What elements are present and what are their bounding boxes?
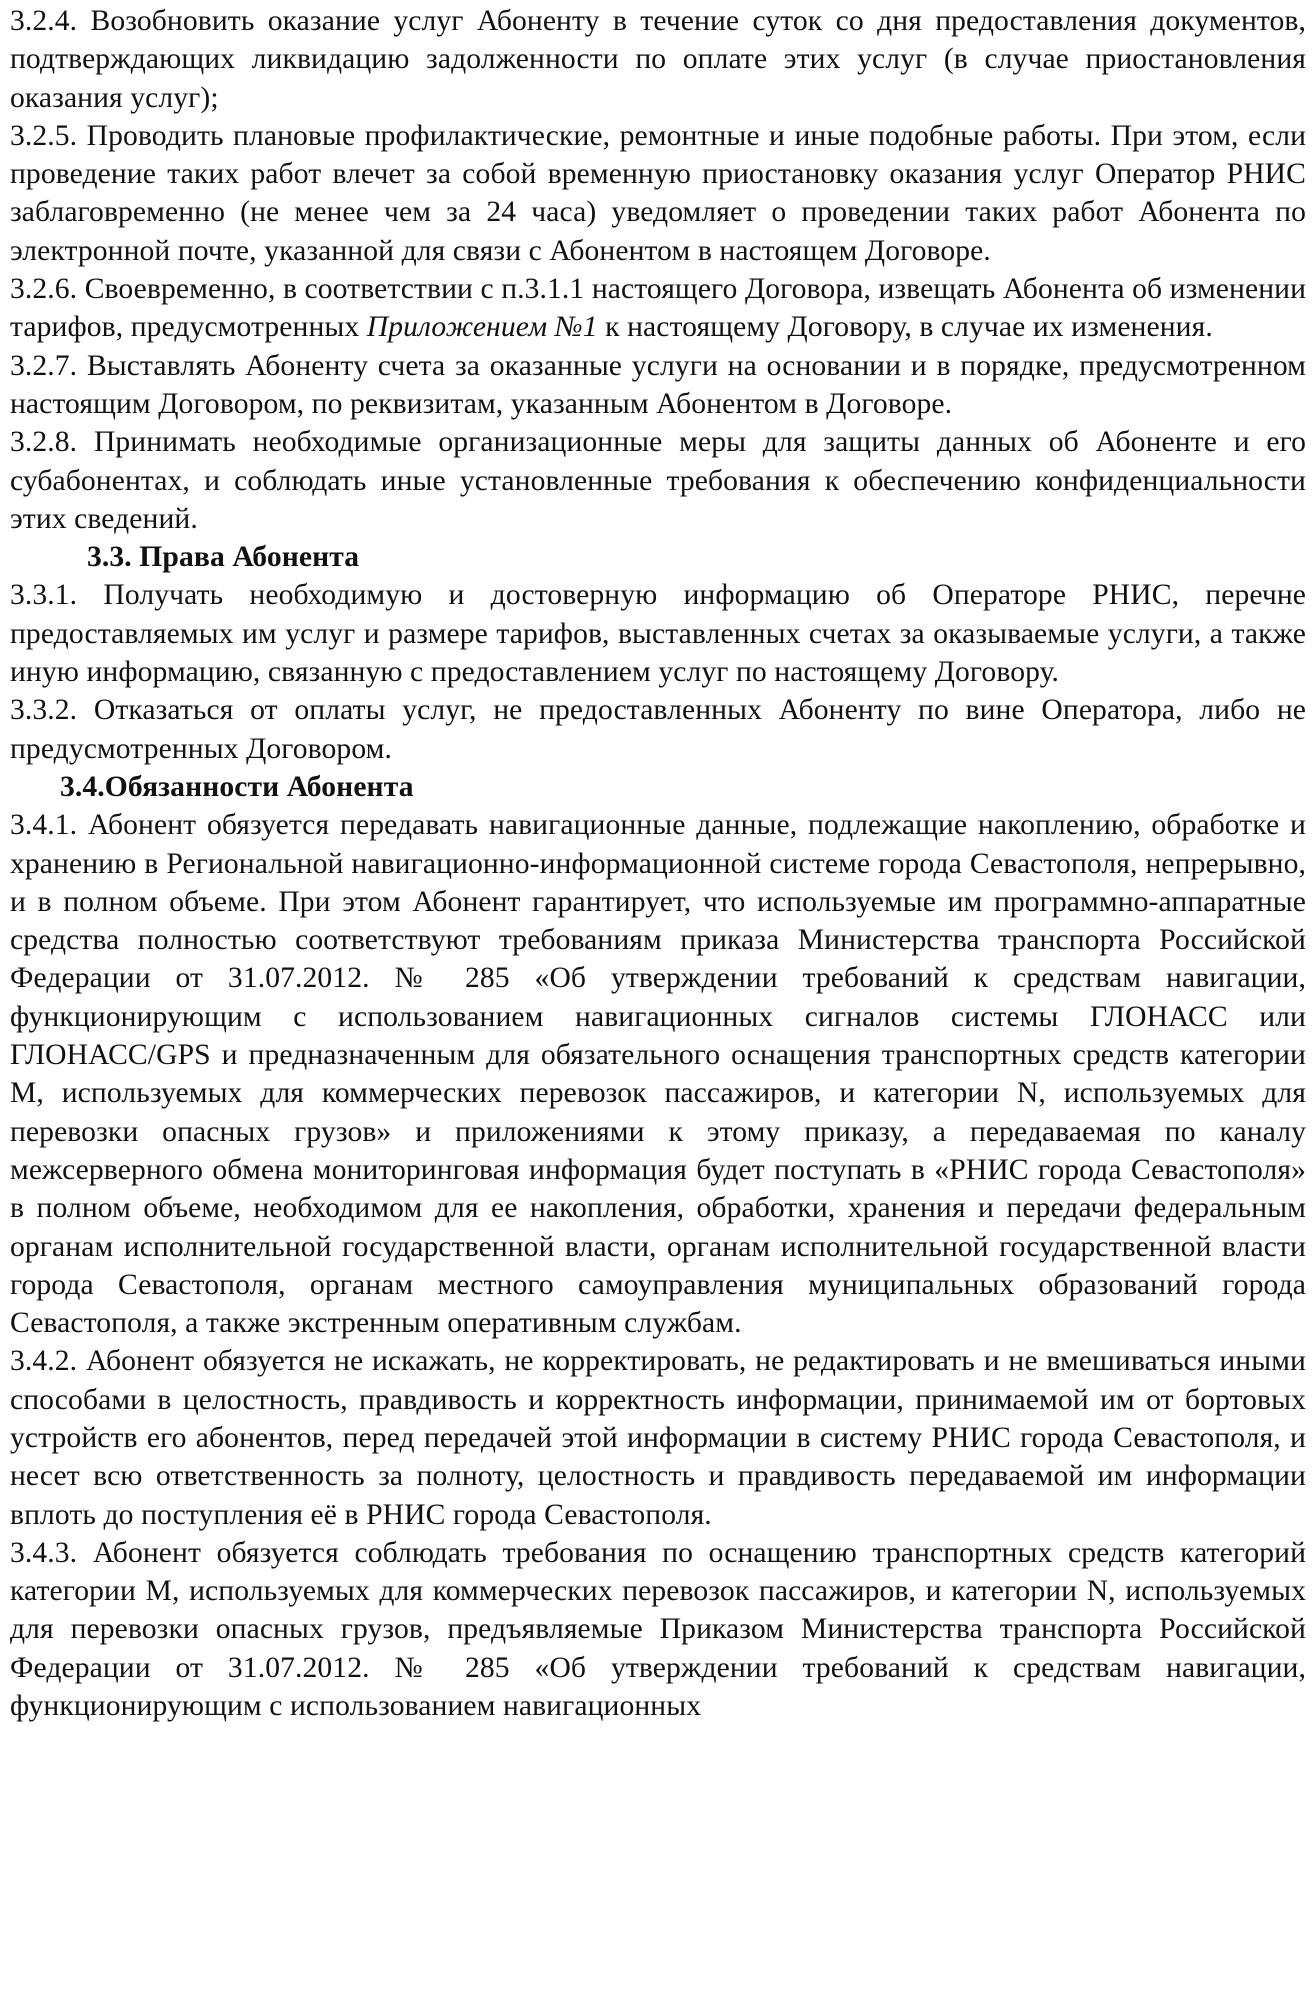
- clause-number: 3.4.3.: [10, 1536, 78, 1569]
- appendix-reference: Приложением №1: [366, 311, 598, 344]
- clause-text: Абонент обязуется не искажать, не корректировать, не редактировать и не вмешиваться иными способами в целостность, правдивость и корректность информации, принимаемой им от бортовых устройств его абонентов, перед передачей этой информации в систему РНИС города Севастополя, и несет всю ответственность за полноту, целостность и правдивость передаваемой им информации вплоть до поступления её в РНИС города Севастополя.: [10, 1345, 1306, 1531]
- clause-number: 3.3.2.: [10, 694, 78, 727]
- clause-text-continued: к настоящему Договору, в случае их изменения.: [605, 311, 1213, 344]
- clause-number: 3.2.4.: [10, 5, 78, 37]
- clause-text: Абонент обязуется передавать навигационные данные, подлежащие накоплению, обработке и хранению в Региональной навигационно-информационной системе города Севастополя, непрерывно, и в полном объеме. При этом Абонент гарантирует, что используемые им программно-аппаратные средства полностью соответствуют требованиям приказа Министерства транспорта Российской Федерации от 31.07.2012. № 285 «Об утверждении требований к средствам навигации, функционирующим с использованием навигационных сигналов системы ГЛОНАСС или ГЛОНАСС/GPS и предназначенным для обязательного оснащения транспортных средств категории М, используемых для коммерческих перевозок пассажиров, и категории N, используемых для перевозки опасных грузов» и приложениями к этому приказу, а передаваемая по каналу межсерверного обмена мониторинговая информация будет поступать в «РНИС города Севастополя» в полном объеме, необходимом для ее накопления, обработки, хранения и передачи федеральным органам исполнительной государственной власти, органам исполнительной государственной власти города Севастополя, органам местного самоуправления муниципальных образований города Севастополя, а также экстренным оперативным службам.: [10, 809, 1306, 1340]
- clause-number: 3.2.7.: [10, 349, 78, 382]
- clause-3-4-3: [10, 1534, 1306, 1725]
- clause-number: 3.4.2.: [10, 1345, 78, 1378]
- clause-text: Возобновить оказание услуг Абоненту в течение суток со дня предоставления документов, подтверждающих ликвидацию задолженности по оплате этих услуг (в случае приостановления оказания услуг);: [10, 5, 1306, 114]
- clause-text: Выставлять Абоненту счета за оказанные услуги на основании и в порядке, предусмотренном настоящим Договором, по реквизитам, указанным Абонентом в Договоре.: [10, 349, 1306, 420]
- clause-3-2-5: [10, 117, 1306, 270]
- clause-3-4-2: [10, 1342, 1306, 1533]
- clause-3-4-1: [10, 806, 1306, 1342]
- clause-text: Проводить плановые профилактические, ремонтные и иные подобные работы. При этом, если проведение таких работ влечет за собой временную приостановку оказания услуг Оператор РНИС заблаговременно (не менее чем за 24 часа) уведомляет о проведении таких работ Абонента по электронной почте, указанной для связи с Абонентом в настоящем Договоре.: [10, 119, 1307, 267]
- clause-3-2-7: [10, 347, 1306, 424]
- clause-number: 3.2.5.: [10, 119, 78, 152]
- clause-3-3-1: [10, 576, 1306, 691]
- clause-number: 3.4.1.: [10, 809, 78, 842]
- clause-text: Абонент обязуется соблюдать требования по оснащению транспортных средств категорий категории М, используемых для коммерческих перевозок пассажиров, и категории N, используемых для перевозки опасных грузов, предъявляемые Приказом Министерства транспорта Российской Федерации от 31.07.2012. № 285 «Об утверждении требований к средствам навигации, функционирующим с использованием навигационных: [10, 1536, 1307, 1723]
- clause-number: 3.3.1.: [10, 579, 78, 612]
- section-heading-3-4: 3.4.Обязанности Абонента: [60, 770, 414, 803]
- section-heading-3-3: 3.3. Права Абонента: [87, 541, 360, 574]
- clause-3-2-8: [10, 423, 1306, 538]
- clause-3-3-2: [10, 691, 1306, 768]
- clause-number: 3.2.6.: [10, 273, 78, 306]
- clause-text: Принимать необходимые организационные меры для защиты данных об Абоненте и его субабонентах, и соблюдать иные установленные требования к обеспечению конфиденциальности этих сведений.: [10, 426, 1306, 535]
- clause-text: Получать необходимую и достоверную информацию об Операторе РНИС, перечне предоставляемых им услуг и размере тарифов, выставленных счетах за оказываемые услуги, а также иную информацию, связанную с предоставлением услуг по настоящему Договору.: [10, 579, 1306, 689]
- clause-3-2-4: [10, 2, 1306, 117]
- clause-text: Своевременно, в соответствии с п.3.1.1 настоящего Договора, извещать Абонента об изменении тарифов, предусмотренных: [10, 273, 1307, 344]
- clause-3-2-6: [10, 270, 1306, 347]
- clause-text: Отказаться от оплаты услуг, не предоставленных Абоненту по вине Оператора, либо не предусмотренных Договором.: [10, 694, 1306, 765]
- clause-number: 3.2.8.: [10, 426, 78, 459]
